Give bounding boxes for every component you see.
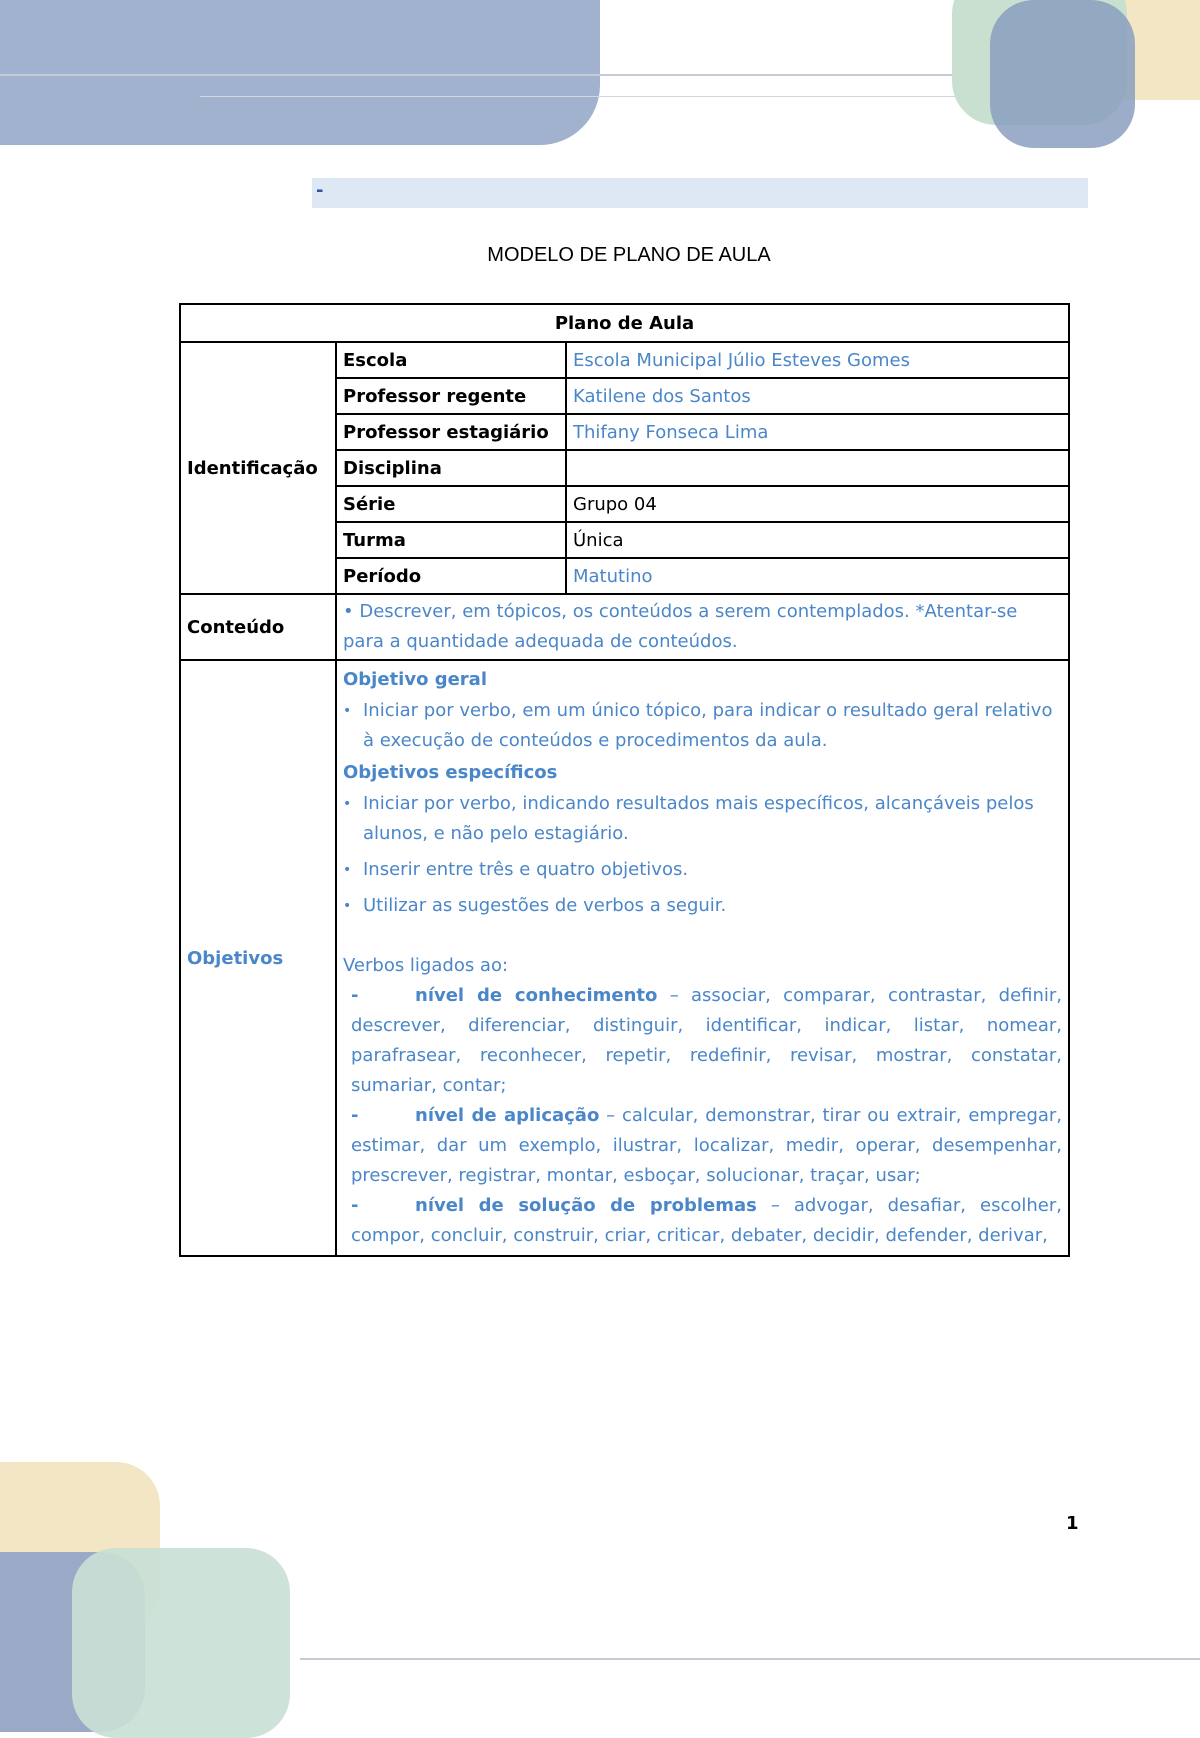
header-mark: - <box>316 180 324 201</box>
list-item: • Iniciar por verbo, em um único tópico, para indicar o resultado geral relativo à execução de conteúdos e procedimentos da aula. <box>363 696 1062 756</box>
field-value-disciplina <box>566 450 1069 486</box>
field-value-serie: Grupo 04 <box>566 486 1069 522</box>
field-value-turma: Única <box>566 522 1069 558</box>
content-label: Conteúdo <box>180 594 336 660</box>
verb-level-name: nível de aplicação <box>415 1105 600 1126</box>
verb-level-dash: - <box>351 1195 359 1216</box>
general-objective-list <box>343 696 1062 756</box>
table-header: Plano de Aula <box>180 304 1069 342</box>
bottom-decor-line <box>300 1658 1200 1660</box>
field-value-professor-estagiario: Thifany Fonseca Lima <box>566 414 1069 450</box>
verb-level-name: nível de solução de problemas <box>415 1195 757 1216</box>
field-label-serie: Série <box>336 486 566 522</box>
objectives-label: Objetivos <box>180 660 336 1256</box>
field-value-periodo: Matutino <box>566 558 1069 594</box>
top-decor-line-2 <box>200 96 960 97</box>
specific-objectives-list <box>343 789 1062 921</box>
lesson-plan-table <box>179 303 1070 1257</box>
identification-label: Identificação <box>180 342 336 594</box>
verbs-intro: Verbos ligados ao: <box>343 955 509 976</box>
general-objective-title: Objetivo geral <box>343 669 487 690</box>
verb-level-name: nível de conhecimento <box>415 985 658 1006</box>
table-row <box>180 660 1069 1256</box>
field-label-professor-regente: Professor regente <box>336 378 566 414</box>
verb-level-verbs: – calcular, demonstrar, tirar ou extrair, empregar, estimar, dar um exemplo, ilustrar, localizar, medir, operar, desempenhar, prescrever, registrar, montar, esboçar, solucionar, traçar, usar; <box>351 1105 1063 1186</box>
field-label-professor-estagiario: Professor estagiário <box>336 414 566 450</box>
field-label-escola: Escola <box>336 342 566 378</box>
table-row <box>180 342 1069 378</box>
field-value-professor-regente: Katilene dos Santos <box>566 378 1069 414</box>
top-left-decoration <box>0 0 600 145</box>
header-band <box>312 178 1088 208</box>
verb-level-solucao-problemas <box>343 1191 1062 1251</box>
table-header-row <box>180 304 1069 342</box>
bottom-left-decoration-green <box>72 1548 290 1738</box>
verb-level-aplicacao <box>343 1101 1062 1191</box>
table-row <box>180 594 1069 660</box>
document-title: MODELO DE PLANO DE AULA <box>487 244 771 266</box>
specific-objectives-title: Objetivos específicos <box>343 762 558 783</box>
verb-level-dash: - <box>351 1105 359 1126</box>
verb-level-verbs: – associar, comparar, contrastar, definir, descrever, diferenciar, distinguir, identificar, indicar, listar, nomear, parafrasear, reconhecer, repetir, redefinir, revisar, mostrar, constatar, sumariar, contar; <box>351 985 1063 1096</box>
field-label-turma: Turma <box>336 522 566 558</box>
verb-level-verbs: – advogar, desafiar, escolher, compor, concluir, construir, criar, criticar, debater, decidir, defender, derivar, <box>351 1195 1063 1246</box>
content-text: • Descrever, em tópicos, os conteúdos a serem contemplados. *Atentar-se para a quantidade adequada de conteúdos. <box>336 594 1069 660</box>
field-label-disciplina: Disciplina <box>336 450 566 486</box>
list-item: • Iniciar por verbo, indicando resultados mais específicos, alcançáveis pelos alunos, e não pelo estagiário. <box>363 789 1062 849</box>
top-right-decoration-blue <box>990 0 1135 148</box>
page-number: 1 <box>1066 1513 1079 1534</box>
list-item: • Utilizar as sugestões de verbos a seguir. <box>363 891 1062 921</box>
verb-level-conhecimento <box>343 981 1062 1101</box>
field-value-escola: Escola Municipal Júlio Esteves Gomes <box>566 342 1069 378</box>
verb-level-dash: - <box>351 985 359 1006</box>
field-label-periodo: Período <box>336 558 566 594</box>
list-item: • Inserir entre três e quatro objetivos. <box>363 855 1062 885</box>
objectives-cell <box>336 660 1069 1256</box>
